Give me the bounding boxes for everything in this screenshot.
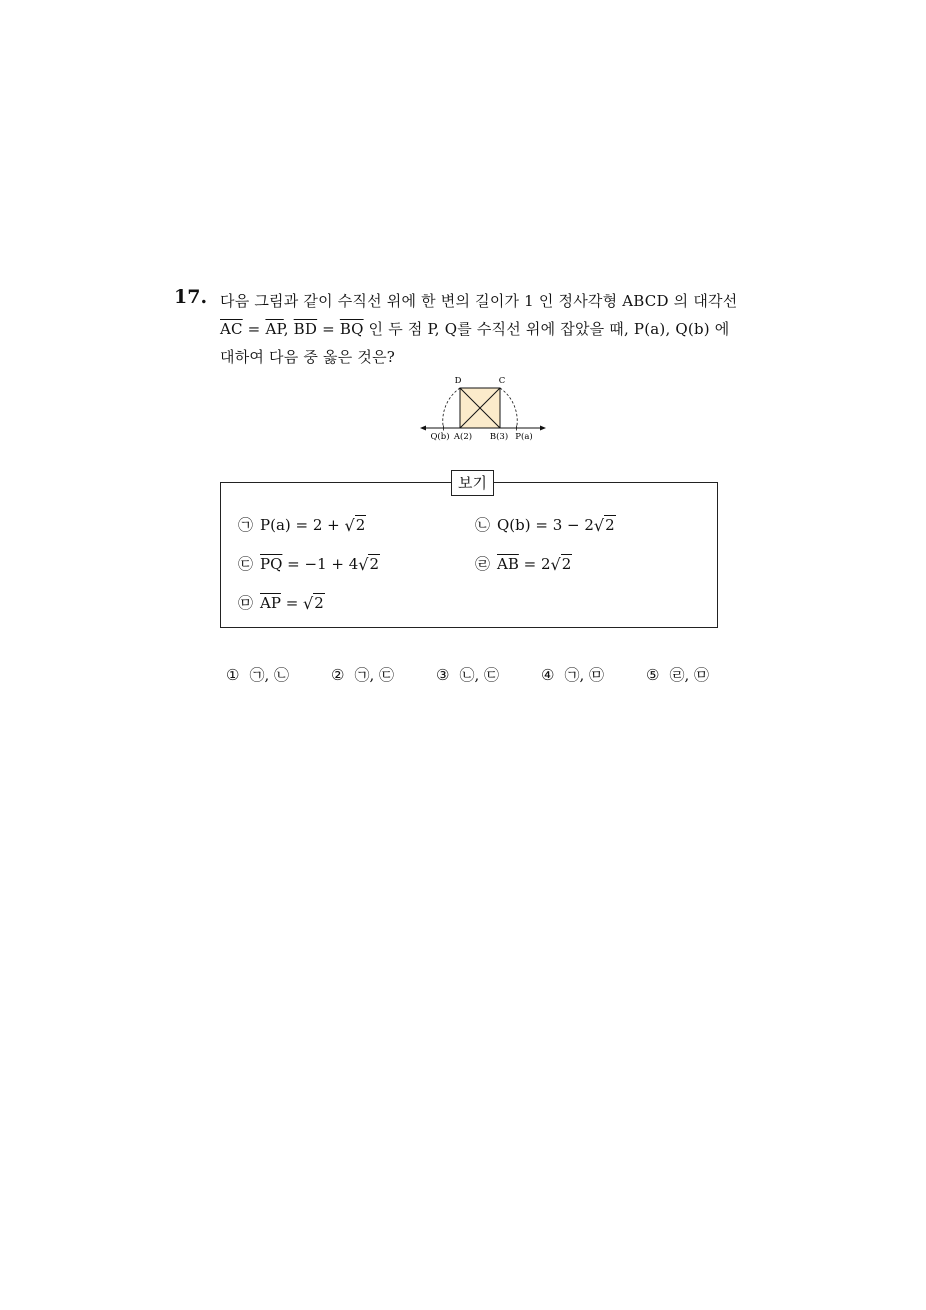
bogi-item-3 xyxy=(238,553,380,574)
choice-number: ① xyxy=(226,666,240,684)
label-c: C xyxy=(498,376,506,386)
choice-text: ㉣, ㉤ xyxy=(669,666,709,684)
segment-ap: $\overline{AP}$ xyxy=(265,320,284,338)
choice-number: ② xyxy=(331,666,345,684)
item-marker: ㉠ xyxy=(238,516,254,534)
choice-2[interactable] xyxy=(331,664,394,685)
segment-ac: $\overline{AC}$ xyxy=(220,320,243,338)
bogi-title: 보기 xyxy=(451,470,494,496)
label-q: Q(b) xyxy=(430,432,450,442)
label-a: A(2) xyxy=(453,432,473,442)
item-expression: = 2 xyxy=(518,555,551,573)
question-line-2-rest: 인 두 점 P, Q를 수직선 위에 잡았을 때, P(a), Q(b) 에 xyxy=(363,320,730,338)
bogi-item-5 xyxy=(238,592,325,613)
segment-ab: $\overline{AB}$ xyxy=(497,555,519,573)
choice-1[interactable] xyxy=(226,664,289,685)
sqrt-symbol: √2 xyxy=(303,594,324,613)
equals-1: = xyxy=(242,320,266,338)
segment-pq: $\overline{PQ}$ xyxy=(260,555,283,573)
item-expression: = xyxy=(280,594,304,612)
sqrt-symbol: √2 xyxy=(593,516,615,535)
choice-number: ④ xyxy=(541,666,555,684)
segment-ap: $\overline{AP}$ xyxy=(260,594,281,612)
segment-bd: $\overline{BD}$ xyxy=(293,320,318,338)
choice-text: ㉠, ㉤ xyxy=(564,666,604,684)
separator: , xyxy=(283,320,294,338)
arc-ap xyxy=(500,388,517,428)
choice-text: ㉠, ㉢ xyxy=(354,666,394,684)
sqrt-symbol: √2 xyxy=(344,516,366,535)
segment-bq: $\overline{BQ}$ xyxy=(339,320,364,338)
bogi-item-1 xyxy=(238,514,366,535)
arc-bq xyxy=(443,388,460,428)
item-expression: Q(b) = 3 − 2 xyxy=(497,516,594,534)
choice-4[interactable] xyxy=(541,664,604,685)
question-line-3: 대하여 다음 중 옳은 것은? xyxy=(220,348,396,366)
choice-text: ㉠, ㉡ xyxy=(249,666,289,684)
label-p: P(a) xyxy=(515,432,533,442)
item-marker: ㉣ xyxy=(475,555,491,573)
label-b: B(3) xyxy=(489,432,509,442)
choice-text: ㉡, ㉢ xyxy=(459,666,499,684)
bogi-item-2 xyxy=(475,514,616,535)
arrow-right-icon xyxy=(540,426,546,431)
item-marker: ㉡ xyxy=(475,516,491,534)
question-line-1: 다음 그림과 같이 수직선 위에 한 변의 길이가 1 인 정사각형 ABCD 의 대각선 xyxy=(220,292,738,310)
sqrt-symbol: √2 xyxy=(550,555,572,574)
equals-2: = xyxy=(317,320,340,338)
item-expression: = −1 + 4 xyxy=(282,555,359,573)
item-marker: ㉤ xyxy=(238,594,254,612)
bogi-item-4 xyxy=(475,553,572,574)
question-number: 17. xyxy=(174,286,208,308)
choice-3[interactable] xyxy=(436,664,499,685)
choice-number: ③ xyxy=(436,666,450,684)
question-line-2 xyxy=(220,318,729,339)
choice-5[interactable] xyxy=(646,664,709,685)
number-line-figure xyxy=(416,372,550,444)
item-expression: P(a) = 2 + xyxy=(260,516,345,534)
sqrt-symbol: √2 xyxy=(358,555,380,574)
arrow-left-icon xyxy=(420,426,426,431)
item-marker: ㉢ xyxy=(238,555,254,573)
label-d: D xyxy=(454,376,462,386)
choice-number: ⑤ xyxy=(646,666,660,684)
